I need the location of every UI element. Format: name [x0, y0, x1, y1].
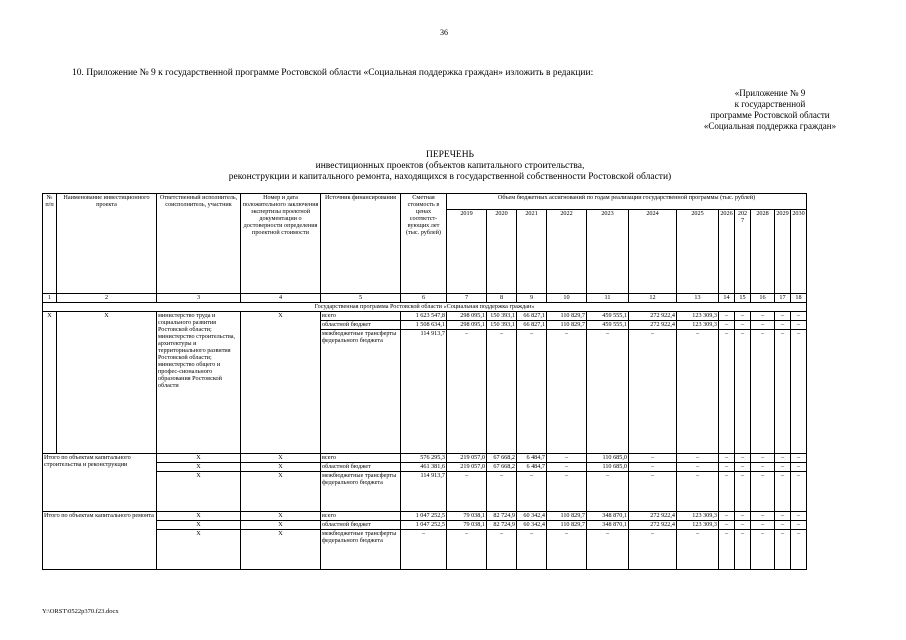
table-row	[43, 312, 807, 321]
value-cell: –	[487, 530, 517, 570]
header-year: 2020	[487, 210, 517, 294]
source-cell: всего	[321, 312, 401, 321]
col-num: 16	[751, 294, 775, 303]
col-num: 2	[57, 294, 157, 303]
table-row	[43, 521, 807, 530]
value-cell: 79 038,1	[447, 521, 487, 530]
header-year: 2028	[751, 210, 775, 294]
value-cell: –	[775, 330, 791, 454]
col-num: 4	[241, 294, 321, 303]
value-cell: –	[775, 463, 791, 472]
value-cell: 123 309,3	[677, 312, 719, 321]
value-cell: 79 038,1	[447, 512, 487, 521]
appendix-caption	[640, 88, 900, 132]
value-cell: –	[547, 454, 587, 463]
value-cell: 150 393,1	[487, 312, 517, 321]
title-line: ПЕРЕЧЕНЬ	[425, 150, 475, 160]
header-year: 2022	[547, 210, 587, 294]
value-cell: –	[629, 463, 677, 472]
table-row	[43, 463, 807, 472]
group-label: Итого по объектам капитального ремонта	[43, 512, 157, 570]
value-cell: –	[735, 521, 751, 530]
value-cell: 272 922,4	[629, 321, 677, 330]
value-cell: 6 484,7	[517, 454, 547, 463]
value-cell: 298 095,1	[447, 321, 487, 330]
column-number-row	[43, 294, 807, 303]
value-cell: –	[751, 321, 775, 330]
value-cell: 123 309,3	[677, 521, 719, 530]
value-cell: –	[791, 321, 807, 330]
value-cell: –	[791, 472, 807, 512]
value-cell: 60 342,4	[517, 512, 547, 521]
col-num: 13	[677, 294, 719, 303]
row-x: X	[157, 454, 241, 463]
value-cell: –	[677, 454, 719, 463]
value-cell: 123 309,3	[677, 512, 719, 521]
appendix-line: программе Ростовской области	[710, 110, 830, 120]
group-label: Итого по объектам капитального строительства и реконструкции	[43, 454, 157, 512]
value-cell: –	[775, 521, 791, 530]
value-cell: 110 829,7	[547, 512, 587, 521]
col-num: 18	[791, 294, 807, 303]
value-cell: –	[735, 472, 751, 512]
value-cell: –	[775, 472, 791, 512]
value-cell: –	[629, 472, 677, 512]
title-line: реконструкции и капитального ремонта, находящихся в государственной собственности Ростовской области)	[228, 172, 672, 182]
value-cell: 348 870,1	[587, 521, 629, 530]
value-cell: –	[447, 472, 487, 512]
value-cell: –	[517, 330, 547, 454]
col-num: 12	[629, 294, 677, 303]
value-cell: –	[791, 330, 807, 454]
value-cell: 114 913,7	[401, 330, 447, 454]
header-year: 2021	[517, 210, 547, 294]
value-cell: 1 623 547,8	[401, 312, 447, 321]
value-cell: 66 827,1	[517, 321, 547, 330]
value-cell: –	[629, 454, 677, 463]
source-cell: областной бюджет	[321, 321, 401, 330]
table-row	[43, 472, 807, 512]
value-cell: –	[751, 330, 775, 454]
header-year: 2023	[587, 210, 629, 294]
value-cell: –	[487, 330, 517, 454]
value-cell: –	[791, 521, 807, 530]
appendix-line: «Социальная поддержка граждан»	[703, 121, 837, 131]
intro-paragraph: 10. Приложение № 9 к государственной программе Ростовской области «Социальная поддержка граждан» изложить в редакции:	[72, 68, 594, 78]
value-cell: 459 555,1	[587, 312, 629, 321]
value-cell: –	[719, 321, 735, 330]
value-cell: 150 393,1	[487, 321, 517, 330]
row-x: X	[157, 512, 241, 521]
value-cell: –	[587, 330, 629, 454]
value-cell: –	[719, 454, 735, 463]
header-year: 2019	[447, 210, 487, 294]
header-year: 2026	[719, 210, 735, 294]
value-cell: –	[751, 312, 775, 321]
value-cell: 82 724,9	[487, 521, 517, 530]
col-num: 8	[487, 294, 517, 303]
value-cell: 348 870,1	[587, 512, 629, 521]
value-cell: 272 922,4	[629, 521, 677, 530]
value-cell: –	[735, 330, 751, 454]
value-cell: –	[547, 530, 587, 570]
title-line: инвестиционных проектов (объектов капитального строительства,	[315, 161, 585, 171]
value-cell: –	[677, 330, 719, 454]
value-cell: 67 668,2	[487, 463, 517, 472]
header-year: 2025	[677, 210, 719, 294]
appendix-line: «Приложение № 9	[734, 88, 806, 98]
header-cost: Сметная стоимость в ценах соответст-вующих лет (тыс. рублей)	[401, 194, 447, 294]
row-x: X	[241, 312, 321, 454]
value-cell: –	[401, 530, 447, 570]
value-cell: –	[547, 463, 587, 472]
value-cell: –	[791, 463, 807, 472]
value-cell: 60 342,4	[517, 521, 547, 530]
row-x: X	[241, 472, 321, 512]
value-cell: 82 724,9	[487, 512, 517, 521]
value-cell: –	[775, 312, 791, 321]
value-cell: 67 668,2	[487, 454, 517, 463]
value-cell: 576 295,3	[401, 454, 447, 463]
value-cell: –	[751, 521, 775, 530]
col-num: 6	[401, 294, 447, 303]
header-year: 2030	[791, 210, 807, 294]
investment-table	[42, 193, 807, 570]
program-row: Государственная программа Ростовской области «Социальная поддержка граждан»	[43, 303, 807, 312]
col-num: 11	[587, 294, 629, 303]
value-cell: 110 829,7	[547, 321, 587, 330]
col-num: 7	[447, 294, 487, 303]
value-cell: –	[719, 312, 735, 321]
page-number: 36	[440, 28, 448, 37]
row-x: X	[157, 530, 241, 570]
value-cell: 219 057,0	[447, 454, 487, 463]
value-cell: 1 508 634,1	[401, 321, 447, 330]
value-cell: 110 685,0	[587, 454, 629, 463]
source-cell: межбюджетные трансферты федерального бюджета	[321, 530, 401, 570]
value-cell: –	[735, 312, 751, 321]
col-num: 9	[517, 294, 547, 303]
col-num: 3	[157, 294, 241, 303]
row-x: X	[241, 530, 321, 570]
header-source: Источник финансирования	[321, 194, 401, 294]
row-x: X	[57, 312, 157, 454]
value-cell: –	[775, 454, 791, 463]
value-cell: –	[547, 330, 587, 454]
col-num: 10	[547, 294, 587, 303]
value-cell: –	[719, 530, 735, 570]
source-cell: областной бюджет	[321, 521, 401, 530]
col-num: 17	[775, 294, 791, 303]
value-cell: –	[517, 472, 547, 512]
value-cell: 272 922,4	[629, 512, 677, 521]
source-cell: всего	[321, 512, 401, 521]
value-cell: 114 913,7	[401, 472, 447, 512]
header-project: Наименование инвестиционного проекта	[57, 194, 157, 294]
value-cell: –	[791, 454, 807, 463]
value-cell: –	[487, 472, 517, 512]
value-cell: 272 922,4	[629, 312, 677, 321]
value-cell: –	[629, 530, 677, 570]
value-cell: –	[719, 472, 735, 512]
value-cell: –	[775, 321, 791, 330]
header-expertise: Номер и дата положительного заключения экспертизы проектной документации о достоверности определения проектной стоимости	[241, 194, 321, 294]
row-x: X	[157, 521, 241, 530]
col-num: 1	[43, 294, 57, 303]
value-cell: –	[547, 472, 587, 512]
row-x: X	[241, 463, 321, 472]
value-cell: 110 829,7	[547, 521, 587, 530]
value-cell: 6 484,7	[517, 463, 547, 472]
value-cell: –	[719, 330, 735, 454]
header-year: 2024	[629, 210, 677, 294]
value-cell: –	[751, 463, 775, 472]
header-year: 202 7	[735, 210, 751, 294]
source-cell: межбюджетные трансферты федерального бюджета	[321, 330, 401, 454]
row-x: X	[43, 312, 57, 454]
document-title	[150, 150, 750, 183]
row-x: X	[241, 521, 321, 530]
header-responsible: Ответственный исполнитель, соисполнитель, участник	[157, 194, 241, 294]
value-cell: –	[751, 472, 775, 512]
value-cell: –	[719, 512, 735, 521]
value-cell: 66 827,1	[517, 312, 547, 321]
value-cell: 110 685,0	[587, 463, 629, 472]
row-x: X	[241, 454, 321, 463]
value-cell: –	[587, 472, 629, 512]
table-row	[43, 530, 807, 570]
value-cell: –	[775, 512, 791, 521]
value-cell: –	[735, 463, 751, 472]
col-num: 5	[321, 294, 401, 303]
value-cell: –	[517, 530, 547, 570]
header-num: № п/п	[43, 194, 57, 294]
value-cell: –	[735, 321, 751, 330]
value-cell: –	[735, 512, 751, 521]
value-cell: 123 309,3	[677, 321, 719, 330]
value-cell: 298 095,1	[447, 312, 487, 321]
value-cell: –	[719, 463, 735, 472]
value-cell: –	[791, 512, 807, 521]
source-cell: межбюджетные трансферты федерального бюджета	[321, 472, 401, 512]
source-cell: областной бюджет	[321, 463, 401, 472]
value-cell: –	[719, 521, 735, 530]
value-cell: –	[751, 454, 775, 463]
row-x: X	[157, 472, 241, 512]
header-year: 2029	[775, 210, 791, 294]
file-path-footer: Y:\ORST\0522p370.f23.docx	[42, 608, 119, 615]
value-cell: 110 829,7	[547, 312, 587, 321]
value-cell: 461 381,6	[401, 463, 447, 472]
value-cell: –	[677, 530, 719, 570]
value-cell: –	[629, 330, 677, 454]
value-cell: –	[735, 454, 751, 463]
value-cell: 219 057,0	[447, 463, 487, 472]
header-budget: Объем бюджетных ассигнований по годам реализации государственной программы (тыс. рублей)	[447, 194, 807, 210]
responsible-cell: министерство труда и социального развития Ростовской области; министерство строительства, архитектуры и территориального развития Ростовской области; министерство общего и профес-сионального образования Ростовской области	[157, 312, 241, 454]
table-row	[43, 512, 807, 521]
value-cell: –	[447, 530, 487, 570]
appendix-line: к государственной	[734, 99, 806, 109]
value-cell: –	[677, 463, 719, 472]
value-cell: 1 047 252,5	[401, 521, 447, 530]
value-cell: 1 047 252,5	[401, 512, 447, 521]
value-cell: –	[775, 530, 791, 570]
value-cell: –	[751, 512, 775, 521]
value-cell: 459 555,1	[587, 321, 629, 330]
value-cell: –	[735, 530, 751, 570]
value-cell: –	[447, 330, 487, 454]
value-cell: –	[677, 472, 719, 512]
value-cell: –	[587, 530, 629, 570]
col-num: 14	[719, 294, 735, 303]
row-x: X	[241, 512, 321, 521]
value-cell: –	[791, 312, 807, 321]
value-cell: –	[751, 530, 775, 570]
table-row	[43, 454, 807, 463]
col-num: 15	[735, 294, 751, 303]
value-cell: –	[791, 530, 807, 570]
source-cell: всего	[321, 454, 401, 463]
row-x: X	[157, 463, 241, 472]
